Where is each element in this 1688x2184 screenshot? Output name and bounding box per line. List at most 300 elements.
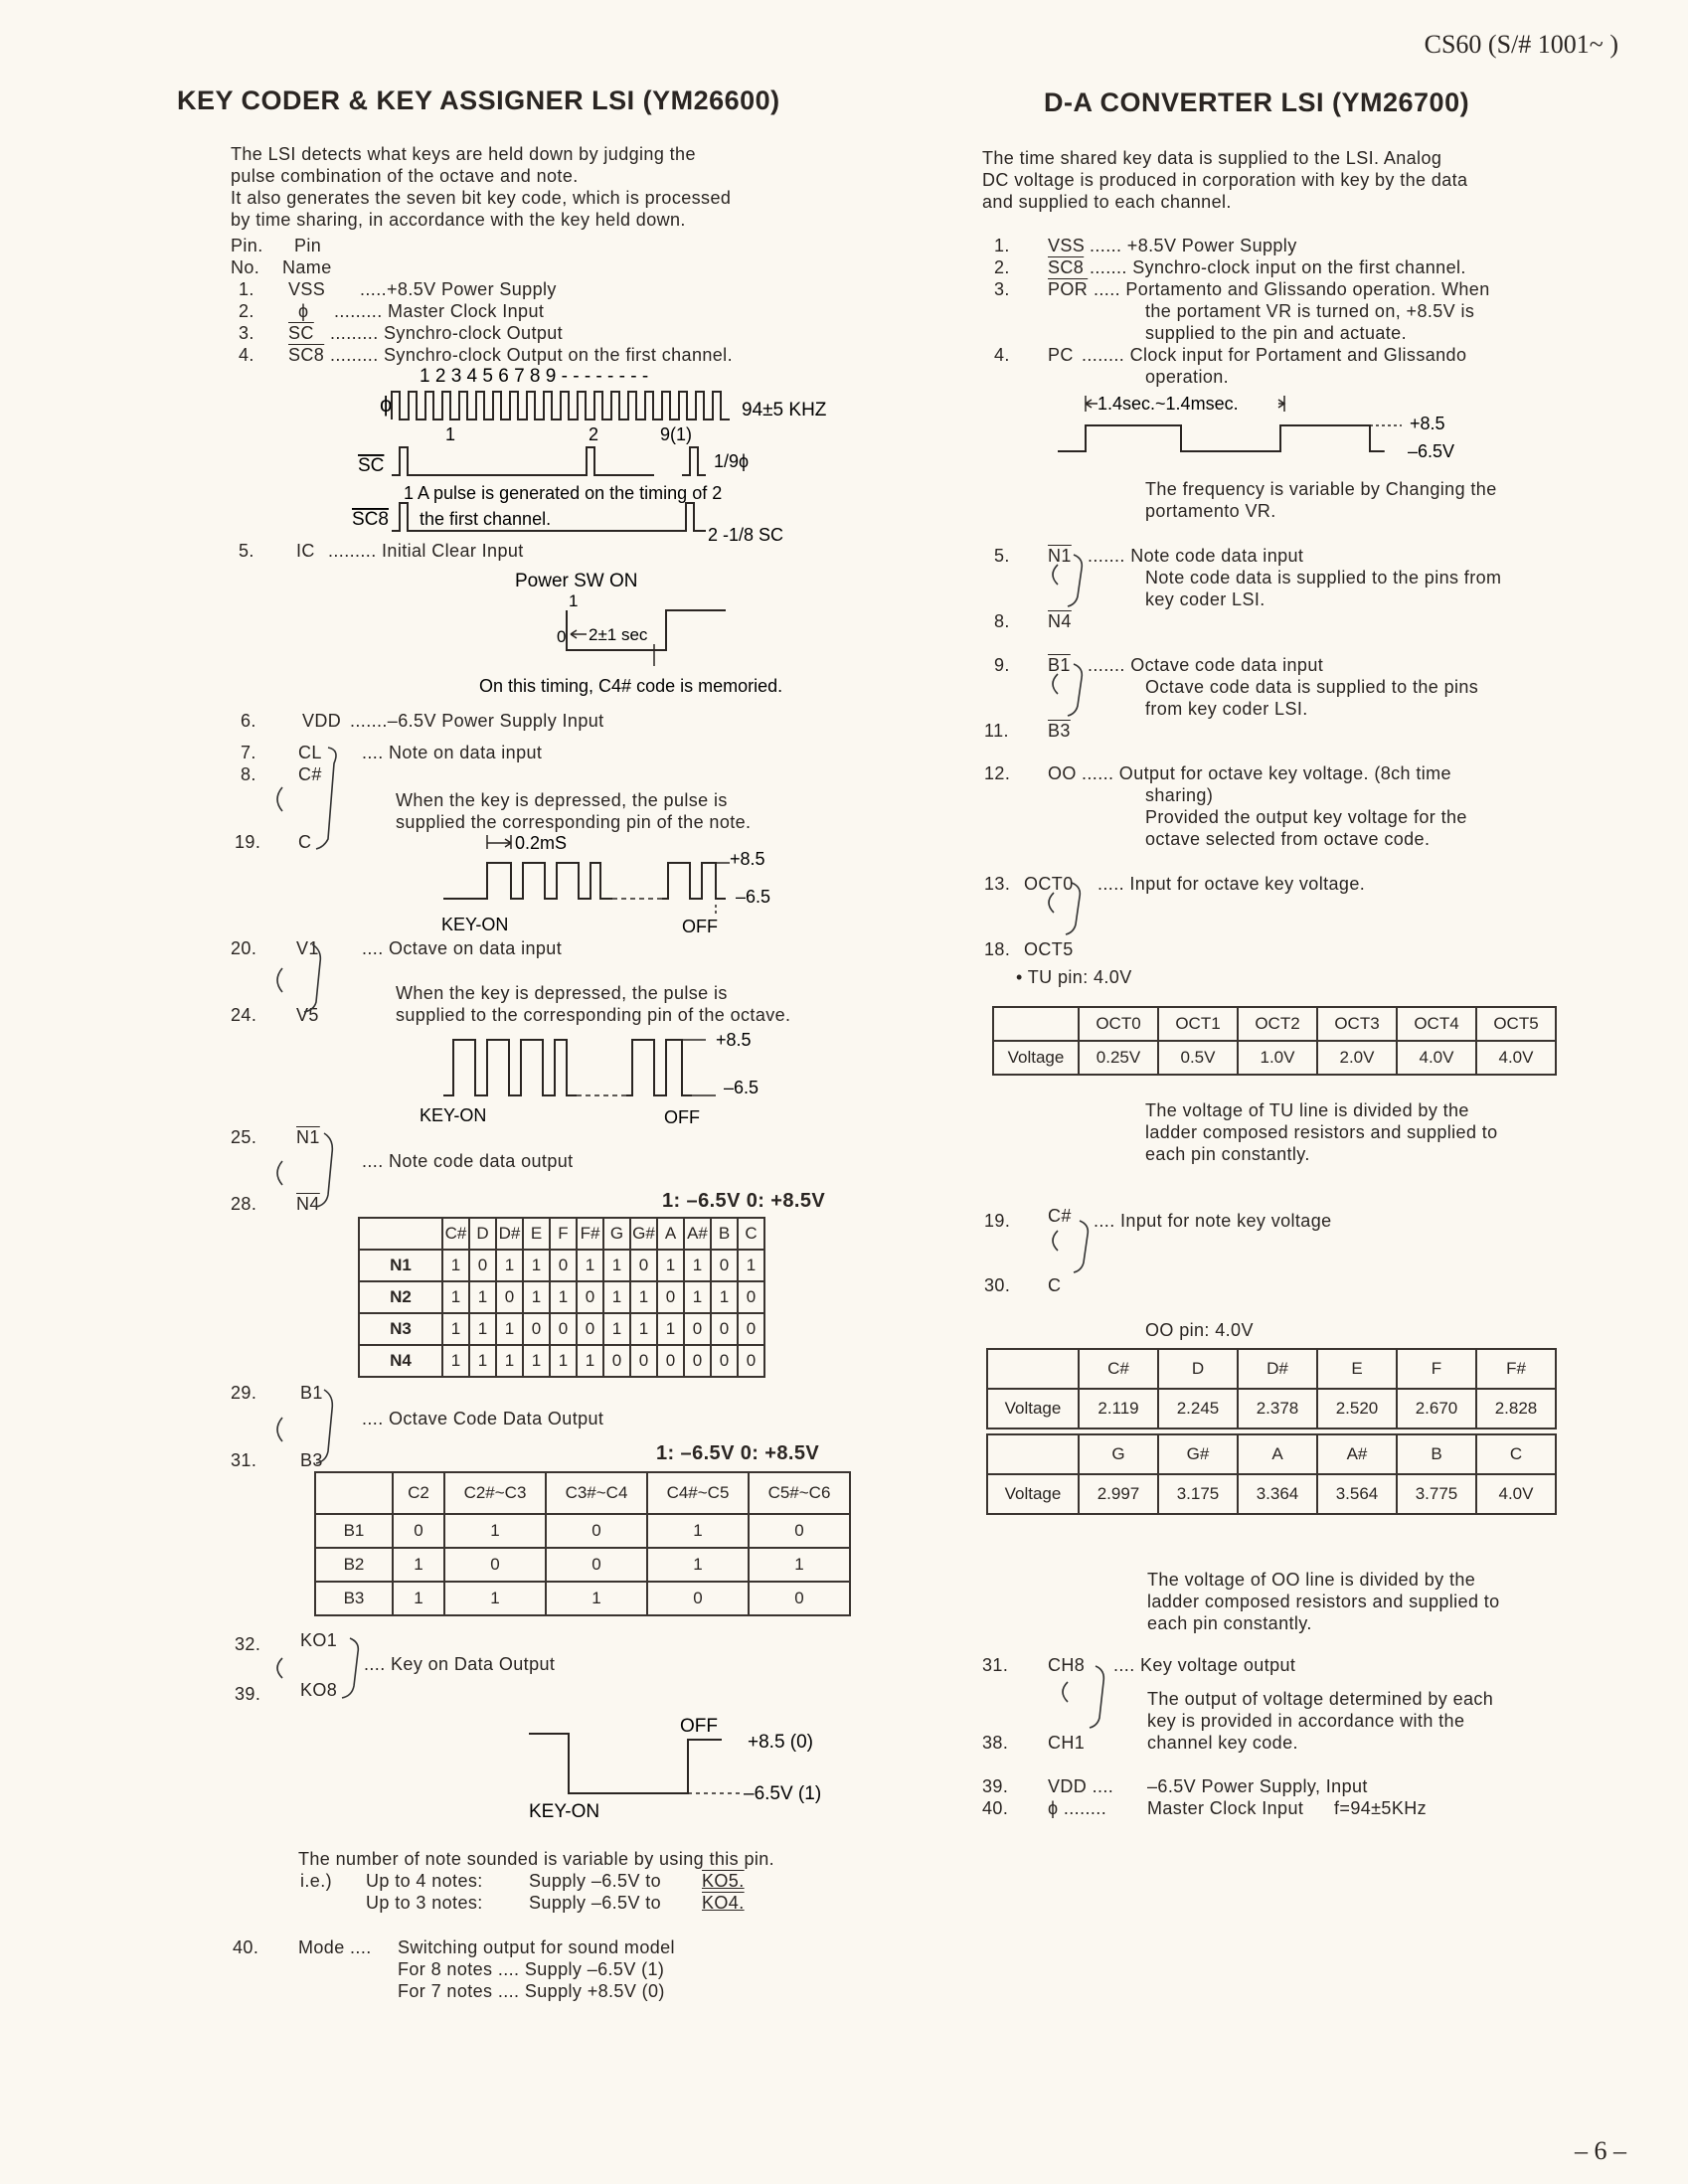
sc-label: SC [358,455,385,476]
pc-clock-diagram [1054,392,1455,471]
table-row [359,1345,764,1377]
table-cell: 1 [496,1250,523,1281]
tu-pin: • TU pin: 4.0V [1016,967,1132,987]
pin-no: 2. [239,301,254,321]
clock-timing-diagram [352,364,875,549]
pin-no: 39. [235,1684,261,1704]
column-header: D [1158,1349,1238,1389]
column-header: C2#~C3 [444,1472,546,1514]
pin-text: supplied the corresponding pin of the note. [396,812,752,832]
table-row [315,1582,850,1615]
pin-name: VDD .... [1048,1776,1114,1796]
table-cell: 2.0V [1317,1041,1397,1075]
column-header: OCT0 [1079,1007,1158,1041]
pin-name: V1 [296,938,319,958]
table-cell: 0 [711,1345,738,1377]
pin-desc: ..... Input for octave key voltage. [1097,874,1366,894]
oo-pin: OO pin: 4.0V [1145,1320,1254,1340]
right-intro [982,147,1467,213]
low-level: –6.5 [724,1078,760,1097]
pin-desc: key is provided in accordance with the [1147,1711,1465,1731]
table-cell: 4.0V [1397,1041,1476,1075]
pin-no: 30. [984,1275,1011,1295]
off-label: OFF [682,917,718,936]
pin-desc: ......... Synchro-clock Output on the first channel. [330,345,733,365]
pc-waveform [1058,425,1384,451]
model-number: CS60 (S/# 1001~ ) [1424,30,1618,59]
table-cell: 1 [469,1345,496,1377]
table-row [359,1313,764,1345]
row-label: Voltage [987,1389,1079,1428]
sc-marker-9: 9(1) [660,424,693,444]
table-cell: 1 [496,1313,523,1345]
column-header: F [1397,1349,1476,1389]
table-cell: 0 [647,1582,749,1615]
oo-caption: The voltage of OO line is divided by the [1147,1570,1476,1590]
row-label: N1 [359,1250,442,1281]
pin-desc: ...... +8.5V Power Supply [1090,236,1297,255]
pin-desc: sharing) [1145,785,1214,805]
pin-no: 5. [994,546,1010,566]
table-cell: 1.0V [1238,1041,1317,1075]
table-cell: 0 [684,1345,711,1377]
pin-range-brace [268,940,348,1020]
phi-label: ϕ [380,392,393,417]
pin-no: 40. [233,1937,259,1957]
column-header: G# [1158,1434,1238,1474]
table-cell: 0 [546,1548,647,1582]
table-cell: 0 [684,1313,711,1345]
table-cell: 1 [444,1514,546,1548]
pin-desc: Octave code data is supplied to the pins [1145,677,1479,697]
row-label: N2 [359,1281,442,1313]
power-delay: 2±1 sec [589,625,648,644]
table-cell: 3.564 [1317,1474,1397,1514]
pin-desc: ........ Clock input for Portament and Glissando [1082,345,1467,365]
column-header: C# [1079,1349,1158,1389]
pin-desc: Provided the output key voltage for the [1145,807,1467,827]
pin-name: V5 [296,1005,319,1025]
table-header-row [359,1218,764,1250]
pin-no: 1. [994,236,1010,255]
table-cell: 0 [523,1313,550,1345]
column-header: C2 [393,1472,444,1514]
table-cell: 2.378 [1238,1389,1317,1428]
pin-desc: ......... Synchro-clock Output [330,323,564,343]
pin-no: 39. [982,1776,1009,1796]
pin-desc: –6.5V Power Supply, Input [1147,1776,1368,1796]
pin-text: When the key is depressed, the pulse is [396,983,728,1003]
high-level: +8.5 [730,849,765,869]
table-cell: 1 [546,1582,647,1615]
table-cell: 1 [523,1345,550,1377]
pc-caption: portamento VR. [1145,501,1276,521]
pin-no: 31. [982,1655,1009,1675]
row-label: B3 [315,1582,393,1615]
note-option-pin: KO5. [702,1871,745,1891]
pin-range-brace [1054,1662,1113,1736]
table-cell: 0 [630,1250,657,1281]
table-cell: 2.119 [1079,1389,1158,1428]
pin-range-brace [268,1127,348,1213]
sc8-note-2: the first channel. [420,509,552,529]
row-label: B2 [315,1548,393,1582]
table-cell: 1 [523,1281,550,1313]
no-header: No. [231,257,260,277]
pin-name: C [1048,1275,1062,1295]
pin-desc: Note code data is supplied to the pins from [1145,568,1502,588]
pin-name: N1 [296,1127,320,1147]
table-cell: 4.0V [1476,1474,1556,1514]
table-row [315,1548,850,1582]
high-level: +8.5 [716,1030,752,1050]
column-header: E [523,1218,550,1250]
octave-voltage-table [992,1006,1557,1076]
power-marker-0: 0 [557,627,567,646]
table-cell: 1 [647,1514,749,1548]
table-cell: 1 [647,1548,749,1582]
column-header: OCT1 [1158,1007,1238,1041]
column-header: F# [577,1218,603,1250]
right-section-title: D-A CONVERTER LSI (YM26700) [1044,87,1470,117]
oo-caption: each pin constantly. [1147,1613,1312,1633]
key-on-label: KEY-ON [420,1105,487,1125]
table-header-row [987,1434,1556,1474]
pin-no: 6. [241,711,256,731]
table-header-row [993,1007,1556,1041]
pin-desc: ....... Octave code data input [1088,655,1324,675]
pin-desc: Switching output for sound model [398,1937,675,1957]
column-header: C5#~C6 [749,1472,850,1514]
row-label: N3 [359,1313,442,1345]
pin-no: 3. [994,279,1010,299]
pin-name: OCT5 [1024,939,1074,959]
table-cell: 0 [546,1514,647,1548]
pin-name: B3 [1048,721,1071,741]
power-on-diagram [467,569,865,708]
table-corner [359,1218,442,1250]
octave-pulse-waveform [443,1040,692,1095]
pin-no: 8. [241,764,256,784]
column-header: OCT2 [1238,1007,1317,1041]
pin-no: 31. [231,1450,257,1470]
column-header: OCT5 [1476,1007,1556,1041]
low-level: –6.5V (1) [744,1783,822,1804]
column-header: A# [684,1218,711,1250]
table-cell: 1 [550,1345,577,1377]
pin-name: OO [1048,763,1077,783]
intro-line: DC voltage is produced in corporation with key by the data [982,170,1468,190]
table-cell: 0 [444,1548,546,1582]
table-cell: 0 [550,1313,577,1345]
note-code-table [358,1217,765,1378]
pin-name: ϕ [298,301,309,321]
pin-desc: .... Key on Data Output [364,1654,556,1674]
pc-caption: The frequency is variable by Changing the [1145,479,1497,499]
column-header: D [469,1218,496,1250]
table-cell: 4.0V [1476,1041,1556,1075]
table-row [315,1514,850,1548]
table-cell: 0 [738,1345,764,1377]
table-cell: 2.520 [1317,1389,1397,1428]
pin-name: N4 [1048,611,1072,631]
key-on-label: KEY-ON [529,1801,600,1822]
pin-desc: For 7 notes .... Supply +8.5V (0) [398,1981,665,2001]
table-cell: 1 [711,1281,738,1313]
intro-line: and supplied to each channel. [982,192,1232,212]
table-cell: 0 [496,1281,523,1313]
code-legend: 1: –6.5V 0: +8.5V [662,1190,826,1212]
column-header: D# [496,1218,523,1250]
pin-no: 12. [984,763,1011,783]
tu-caption: each pin constantly. [1145,1144,1310,1164]
key-on-label: KEY-ON [441,915,509,934]
column-header: C# [442,1218,469,1250]
table-cell: 1 [442,1345,469,1377]
note-pulse-diagram [427,831,805,940]
table-row [987,1474,1556,1514]
column-header: B [711,1218,738,1250]
column-header: G [603,1218,630,1250]
pin-desc: .... Note code data output [362,1151,574,1171]
pin-desc: from key coder LSI. [1145,699,1308,719]
table-cell: 0 [577,1281,603,1313]
left-section-title: KEY CODER & KEY ASSIGNER LSI (YM26600) [177,85,780,115]
pin-desc: ......... Master Clock Input [334,301,545,321]
pin-name: Mode .... [298,1937,372,1957]
pin-name: ϕ ........ [1048,1798,1107,1818]
column-header: E [1317,1349,1397,1389]
pin-text: supplied to the corresponding pin of the octave. [396,1005,791,1025]
intro-line: by time sharing, in accordance with the key held down. [231,210,686,230]
column-header: G# [630,1218,657,1250]
pin-no: 13. [984,874,1011,894]
table-cell: 0.5V [1158,1041,1238,1075]
table-cell: 1 [603,1313,630,1345]
power-caption: On this timing, C4# code is memoried. [479,676,783,696]
pin-text: When the key is depressed, the pulse is [396,790,728,810]
table-cell: 0 [603,1345,630,1377]
pin-no: 5. [239,541,254,561]
pin-desc: ..... Portamento and Glissando operation. When [1094,279,1490,299]
pin-name: VDD [302,711,342,731]
table-cell: 0 [577,1313,603,1345]
width-arrow [487,835,511,849]
pin-desc: the portament VR is turned on, +8.5V is [1145,301,1475,321]
table-cell: 1 [393,1582,444,1615]
pin-no: 18. [984,939,1011,959]
table-cell: 1 [630,1313,657,1345]
table-cell: 0 [749,1514,850,1548]
table-cell: 0 [738,1281,764,1313]
note-voltage-table-1 [986,1348,1557,1429]
pin-no: 7. [241,743,256,762]
table-cell: 1 [442,1281,469,1313]
pin-name: B1 [1048,655,1071,675]
pin-no: 32. [235,1634,261,1654]
note-option: Up to 3 notes: [366,1893,483,1913]
table-cell: 3.775 [1397,1474,1476,1514]
table-cell: 1 [550,1281,577,1313]
pin-range-brace [1044,549,1094,612]
intro-line: The time shared key data is supplied to the LSI. Analog [982,148,1442,168]
table-cell: 1 [684,1250,711,1281]
pin-desc: ...... Output for octave key voltage. (8ch time [1082,763,1451,783]
pin-name: N1 [1048,546,1072,566]
table-row [359,1250,764,1281]
pin-name: SC8 [288,345,325,365]
pin-no: 11. [984,721,1009,741]
pin-no: 1. [239,279,254,299]
pin-desc: octave selected from octave code. [1145,829,1431,849]
column-header: A [1238,1434,1317,1474]
table-cell: 0 [738,1313,764,1345]
pc-period: 1.4sec.~1.4msec. [1097,394,1239,414]
pin-name: $\overline{POR}$ [1048,279,1089,299]
pin-desc: .... Note on data input [362,743,543,762]
column-header: OCT4 [1397,1007,1476,1041]
table-cell: 1 [603,1281,630,1313]
table-cell: 1 [749,1548,850,1582]
pin-no: 2. [994,257,1010,277]
table-cell: 1 [657,1250,684,1281]
sc8-label: SC8 [352,509,389,530]
pin-desc: .... Key voltage output [1113,1655,1296,1675]
column-header: OCT3 [1317,1007,1397,1041]
table-cell: 2.997 [1079,1474,1158,1514]
tu-caption: ladder composed resistors and supplied to [1145,1122,1498,1142]
pin-name: C [298,832,312,852]
pin-header-2: Pin [294,236,322,255]
pulse-width: 0.2mS [515,833,568,853]
pin-range-brace [268,1634,368,1704]
sc-waveform [392,447,706,475]
row-label: N4 [359,1345,442,1377]
octave-code-table [314,1471,851,1616]
table-cell: 1 [603,1250,630,1281]
pin-no: 28. [231,1194,257,1214]
table-cell: 3.364 [1238,1474,1317,1514]
table-header-row [315,1472,850,1514]
table-cell: 1 [738,1250,764,1281]
pin-no: 40. [982,1798,1009,1818]
pin-no: 20. [231,938,257,958]
pin-desc: ....... Synchro-clock input on the first channel. [1090,257,1466,277]
table-cell: 2.245 [1158,1389,1238,1428]
sc-ratio: 1/9ϕ [714,451,750,471]
sc-marker-2: 2 [589,424,599,444]
intro-line: The LSI detects what keys are held down by judging the [231,144,696,164]
note-option: Supply –6.5V to [529,1871,662,1891]
column-header: A# [1317,1434,1397,1474]
code-legend: 1: –6.5V 0: +8.5V [656,1442,820,1464]
pin-no: 9. [994,655,1010,675]
table-cell: 3.175 [1158,1474,1238,1514]
sc8-ratio: 2 -1/8 SC [708,525,784,545]
table-cell: 1 [469,1281,496,1313]
pin-name: C# [1048,1206,1072,1226]
pin-range-brace [1044,658,1094,722]
pin-name: OCT0 [1024,874,1074,894]
table-cell: 0 [657,1281,684,1313]
note-count-text: The number of note sounded is variable by using this pin. [298,1849,775,1869]
pin-name: N4 [296,1194,320,1214]
table-cell: 1 [469,1313,496,1345]
pin-no: 19. [984,1211,1011,1231]
column-header: G [1079,1434,1158,1474]
pin-no: 4. [239,345,254,365]
phi-waveform [392,392,730,420]
column-header: C4#~C5 [647,1472,749,1514]
pin-desc: The output of voltage determined by each [1147,1689,1494,1709]
table-corner [993,1007,1079,1041]
column-header: D# [1238,1349,1317,1389]
oo-caption: ladder composed resistors and supplied to [1147,1592,1500,1611]
page-number: – 6 – [1575,2136,1626,2165]
pin-name: IC [296,541,315,561]
pin-name: B3 [300,1450,323,1470]
pin-desc: supplied to the pin and actuate. [1145,323,1407,343]
pin-desc: .... Octave Code Data Output [362,1409,604,1428]
pin-desc: key coder LSI. [1145,589,1266,609]
tu-caption: The voltage of TU line is divided by the [1145,1100,1469,1120]
pin-no: 29. [231,1383,257,1403]
note-option-pin: KO4. [702,1893,745,1913]
low-level: –6.5V [1408,441,1455,461]
table-row [359,1281,764,1313]
table-cell: 1 [657,1313,684,1345]
pin-no: 8. [994,611,1010,631]
pin-range-brace [1034,877,1094,940]
table-cell: 1 [442,1313,469,1345]
low-tick [716,899,726,915]
table-cell: 0 [711,1313,738,1345]
table-corner [315,1472,393,1514]
table-cell: 0 [749,1582,850,1615]
pin-name: KO1 [300,1630,338,1650]
table-row [993,1041,1556,1075]
pin-name: SC8 [1048,257,1085,277]
table-cell: 0 [711,1250,738,1281]
octave-pulse-diagram [408,1026,785,1135]
pin-name: CH8 [1048,1655,1086,1675]
pin-desc: channel key code. [1147,1733,1298,1753]
clock-frequency: 94±5 KHZ [742,400,827,420]
column-header: C [1476,1434,1556,1474]
pin-no: 25. [231,1127,257,1147]
column-header: C3#~C4 [546,1472,647,1514]
table-cell: 0 [550,1250,577,1281]
pin-desc: For 8 notes .... Supply –6.5V (1) [398,1959,665,1979]
pin-no: 38. [982,1733,1009,1753]
power-marker-1: 1 [569,591,579,610]
pin-name: C# [298,764,322,784]
pin-desc: .....+8.5V Power Supply [360,279,557,299]
note-voltage-table-2 [986,1433,1557,1515]
note-option: Supply –6.5V to [529,1893,662,1913]
table-cell: 0 [469,1250,496,1281]
pin-name: CH1 [1048,1733,1086,1753]
note-option: Up to 4 notes: [366,1871,483,1891]
pin-name: $\overline{SC}$ [288,323,314,343]
table-cell: 1 [444,1582,546,1615]
column-header: C [738,1218,764,1250]
table-corner [987,1349,1079,1389]
pin-desc: .... Octave on data input [362,938,563,958]
table-cell: 2.828 [1476,1389,1556,1428]
table-cell: 0 [657,1345,684,1377]
row-label: Voltage [993,1041,1079,1075]
